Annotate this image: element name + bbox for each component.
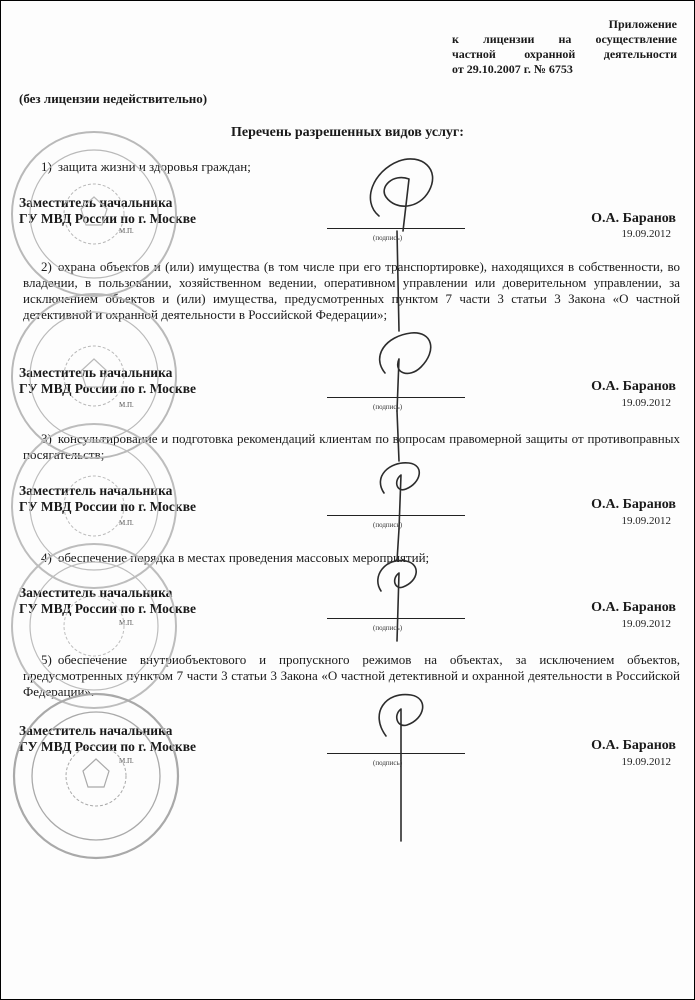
- signatory-block-2: [19, 365, 196, 397]
- stamp-place-label: М.П.: [119, 227, 134, 235]
- signatory-position: Заместитель начальника: [19, 585, 173, 600]
- service-text: охрана объектов и (или) имущества (в том числе при его транспортировке), находящихся в собственности, во владении, в пользовании, хозяйственном ведении, оперативном управлении или доверительном управлении, за исключением объектов и (или) имущества, предусмотренных пунктом 7 части 3 статьи 3 Закона «О частной детективной и охранной деятельности в Российской Федерации»;: [23, 259, 680, 322]
- stamp-place-label: М.П.: [119, 757, 134, 765]
- signature-line: [327, 753, 465, 754]
- stamp-place-label: М.П.: [119, 619, 134, 627]
- signature-caption: (подпись): [373, 234, 403, 242]
- signatory-org: ГУ МВД России по г. Москве: [19, 381, 196, 396]
- signatory-org: ГУ МВД России по г. Москве: [19, 211, 196, 226]
- stamp-place-label: М.П.: [119, 519, 134, 527]
- service-text: обеспечение порядка в местах проведения массовых мероприятий;: [57, 550, 430, 565]
- appendix-title: Приложение: [608, 17, 677, 31]
- services-list-title: Перечень разрешенных видов услуг:: [231, 125, 464, 140]
- signature-date: 19.09.2012: [621, 515, 671, 527]
- signatory-name: О.А. Баранов: [591, 600, 676, 615]
- signatory-position: Заместитель начальника: [19, 483, 173, 498]
- signatory-org: ГУ МВД России по г. Москве: [19, 601, 196, 616]
- service-number: 1): [41, 159, 52, 174]
- signatory-name: О.А. Баранов: [591, 738, 676, 753]
- signatory-block-4: [19, 585, 196, 617]
- signatory-org: ГУ МВД России по г. Москве: [19, 739, 196, 754]
- invalid-note: (без лицензии недействительно): [19, 91, 208, 106]
- service-number: 3): [41, 431, 52, 446]
- service-item-2: [23, 259, 680, 323]
- service-text: защита жизни и здоровья граждан;: [57, 159, 251, 174]
- signatory-position: Заместитель начальника: [19, 195, 173, 210]
- signature-caption: (подпись): [373, 521, 403, 529]
- signature-date: 19.09.2012: [621, 618, 671, 630]
- signatory-name: О.А. Баранов: [591, 379, 676, 394]
- service-text: обеспечение внутриобъектового и пропускного режимов на объектах, за исключением объектов, предусмотренных пунктом 7 части 3 статьи 3 Закона «О частной детективной и охранной деятельности в Российской Федерации».: [23, 652, 680, 699]
- appendix-header: [452, 17, 677, 77]
- signature-line: [327, 228, 465, 229]
- appendix-line-2: частной охранной деятельности: [452, 47, 677, 61]
- signature-date: 19.09.2012: [621, 756, 671, 768]
- signatory-name: О.А. Баранов: [591, 211, 676, 226]
- service-number: 4): [41, 550, 52, 565]
- signature-line: [327, 397, 465, 398]
- signatory-position: Заместитель начальника: [19, 723, 173, 738]
- signature-line: [327, 515, 465, 516]
- signatory-block-5: [19, 723, 196, 755]
- appendix-line-3: от 29.10.2007 г. № 6753: [452, 62, 573, 76]
- service-text: консультирование и подготовка рекомендаций клиентам по вопросам правомерной защиты от противоправных посягательств;: [23, 431, 680, 462]
- service-item-5: [23, 652, 680, 700]
- service-number: 2): [41, 259, 52, 274]
- service-item-1: [23, 159, 680, 175]
- signature-date: 19.09.2012: [621, 397, 671, 409]
- service-number: 5): [41, 652, 52, 667]
- signatory-name: О.А. Баранов: [591, 497, 676, 512]
- signatory-block-3: [19, 483, 196, 515]
- official-seal: [11, 691, 181, 866]
- stamp-place-label: М.П.: [119, 401, 134, 409]
- signature-caption: (подпись): [373, 759, 403, 767]
- signatory-position: Заместитель начальника: [19, 365, 173, 380]
- service-item-4: [23, 550, 680, 566]
- appendix-line-1: к лицензии на осуществление: [452, 32, 677, 46]
- signature-line: [327, 618, 465, 619]
- service-item-3: [23, 431, 680, 463]
- signature-date: 19.09.2012: [621, 228, 671, 240]
- signatory-org: ГУ МВД России по г. Москве: [19, 499, 196, 514]
- signatory-block-1: [19, 195, 196, 227]
- signature-caption: (подпись): [373, 403, 403, 411]
- signature-caption: (подпись): [373, 624, 403, 632]
